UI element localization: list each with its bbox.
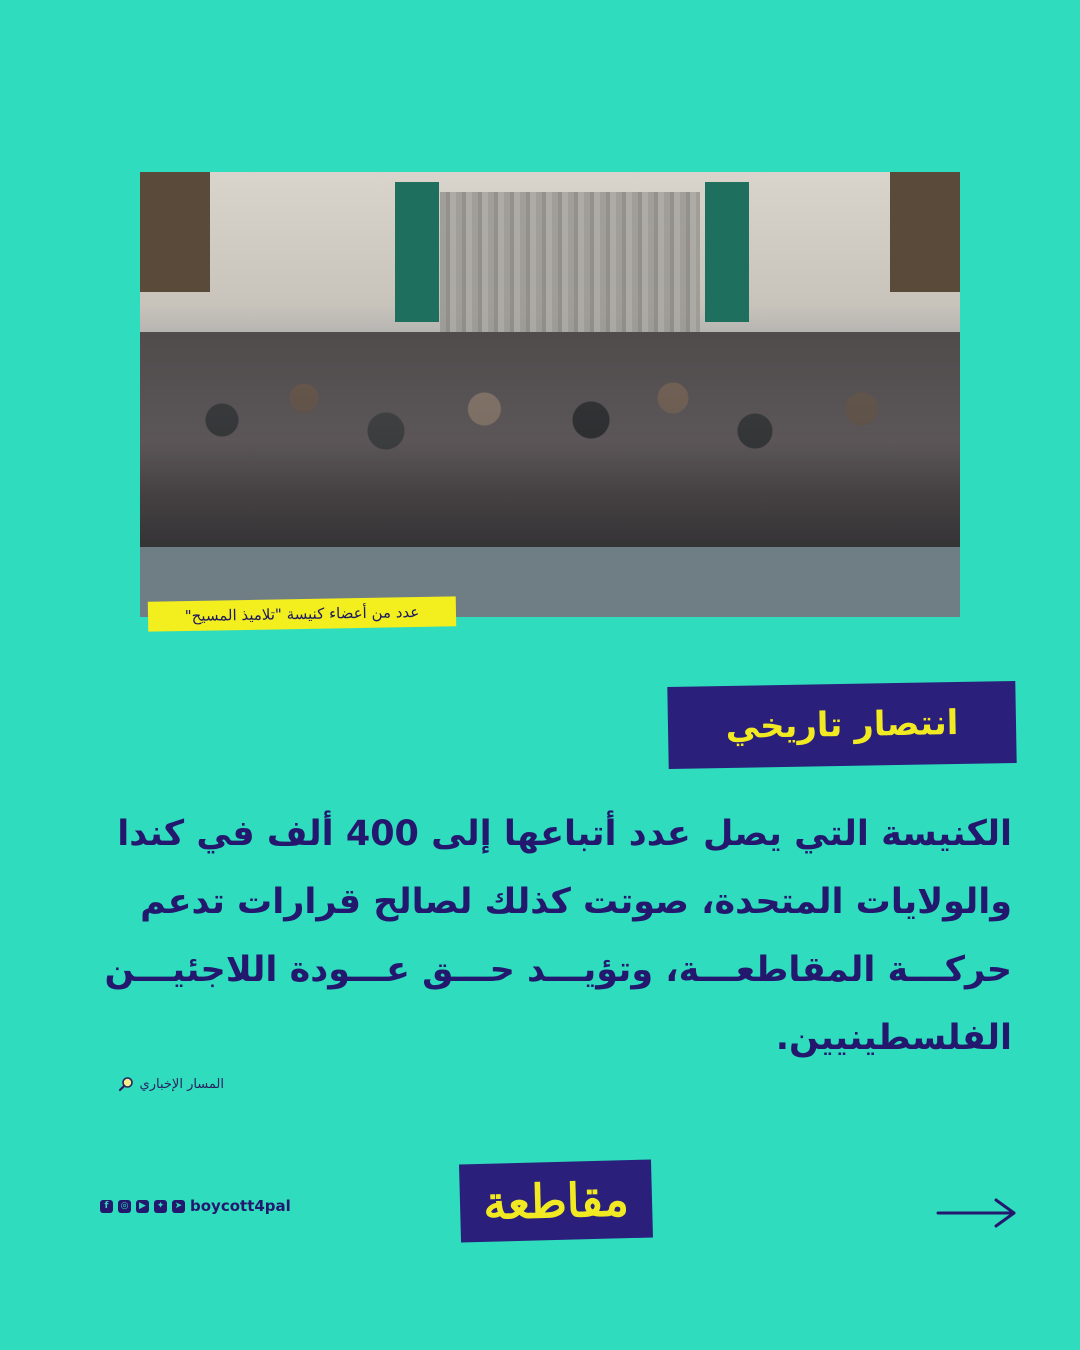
social-handle[interactable]: boycott4pal	[190, 1197, 291, 1215]
stained-glass-window-left	[140, 172, 210, 292]
source-credit	[84, 1072, 224, 1096]
search-icon	[118, 1076, 134, 1092]
arrow-right-icon[interactable]	[936, 1196, 1018, 1230]
facebook-icon[interactable]: f	[100, 1200, 113, 1213]
body-paragraph: الكنيسة التي يصل عدد أتباعها إلى 400 ألف في كندا والولايات المتحدة، صوتت كذلك لصالح قرارات تدعم حركـــة المقاطعـــة، وتؤيـــد حـــق عـــودة اللاجئيـــن الفلسطينيين.	[104, 814, 1012, 1058]
telegram-icon[interactable]: ➤	[172, 1200, 185, 1213]
banner-left	[395, 182, 439, 322]
congregation-crowd	[140, 332, 960, 552]
source-label: المسار الإخباري	[139, 1076, 224, 1092]
twitter-icon[interactable]: ✦	[154, 1200, 167, 1213]
banner-right	[705, 182, 749, 322]
church-group-photo	[140, 172, 960, 617]
youtube-icon[interactable]: ▶	[136, 1200, 149, 1213]
stained-glass-window-right	[890, 172, 960, 292]
organ-pipes	[440, 192, 700, 332]
headline: انتصار تاريخي	[725, 702, 959, 748]
headline-box	[667, 681, 1016, 769]
instagram-icon[interactable]: ◎	[118, 1200, 131, 1213]
photo-caption-text: عدد من أعضاء كنيسة "تلاميذ المسيح"	[184, 602, 420, 626]
logo-text: مقاطعة	[482, 1172, 630, 1230]
social-links	[100, 1194, 291, 1218]
photo-caption	[148, 596, 456, 631]
boycott-logo	[459, 1160, 653, 1243]
